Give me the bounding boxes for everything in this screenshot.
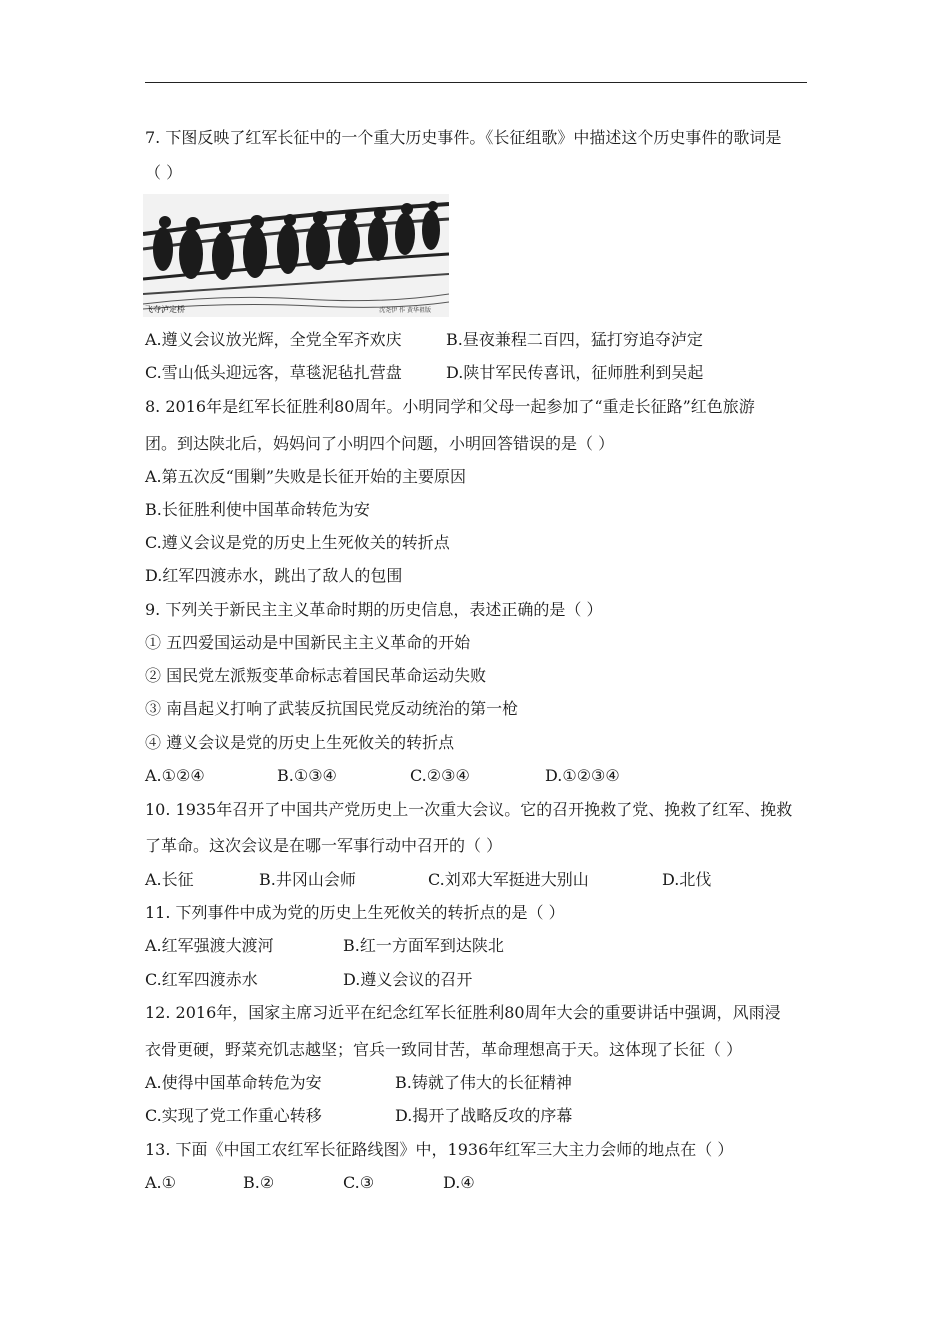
q12-stem-line1: 12. 2016年，国家主席习近平在纪念红军长征胜利80周年大会的重要讲话中强调，风雨浸 — [145, 1003, 781, 1022]
q9-item-1: ① 五四爱国运动是中国新民主主义革命的开始 — [145, 633, 471, 652]
q8-stem-line1: 8. 2016年是红军长征胜利80周年。小明同学和父母一起参加了“重走长征路”红色旅游 — [145, 397, 755, 416]
q9-option-c: C.②③④ — [410, 766, 470, 785]
figure-credit: 沈尧伊 作 黄华祖版 — [379, 307, 431, 314]
luding-bridge-illustration — [143, 194, 449, 317]
q9-stem: 9. 下列关于新民主主义革命时期的历史信息，表述正确的是（ ） — [145, 600, 603, 619]
q13-option-c: C.③ — [343, 1173, 375, 1192]
q11-option-a: A.红军强渡大渡河 — [145, 936, 274, 955]
q8-option-a: A.第五次反“围剿”失败是长征开始的主要原因 — [145, 467, 467, 486]
q10-option-c: C.刘邓大军挺进大别山 — [428, 870, 589, 889]
q7-stem: 7. 下图反映了红军长征中的一个重大历史事件。《长征组歌》中描述这个历史事件的歌词是 — [145, 128, 782, 147]
figure-caption: 飞夺泸定桥 — [145, 305, 185, 314]
q8-option-c: C.遵义会议是党的历史上生死攸关的转折点 — [145, 533, 450, 552]
q9-item-4: ④ 遵义会议是党的历史上生死攸关的转折点 — [145, 733, 455, 752]
q10-stem-line2: 了革命。这次会议是在哪一军事行动中召开的（ ） — [145, 836, 503, 855]
q12-option-b: B.铸就了伟大的长征精神 — [395, 1073, 572, 1092]
q10-option-b: B.井冈山会师 — [259, 870, 356, 889]
header-rule — [145, 82, 807, 83]
q12-option-c: C.实现了党工作重心转移 — [145, 1106, 322, 1125]
q7-option-d: D.陕甘军民传喜讯，征师胜利到吴起 — [446, 363, 704, 382]
q7-option-c: C.雪山低头迎远客，草毯泥毡扎营盘 — [145, 363, 402, 382]
q9-option-b: B.①③④ — [277, 766, 337, 785]
q7-option-a: A.遵义会议放光辉，全党全军齐欢庆 — [145, 330, 402, 349]
q8-option-d: D.红军四渡赤水，跳出了敌人的包围 — [145, 566, 403, 585]
q10-stem-line1: 10. 1935年召开了中国共产党历史上一次重大会议。它的召开挽救了党、挽救了红军、挽救 — [145, 800, 793, 819]
q9-item-2: ② 国民党左派叛变革命标志着国民革命运动失败 — [145, 666, 487, 685]
q9-item-3: ③ 南昌起义打响了武装反抗国民党反动统治的第一枪 — [145, 699, 519, 718]
q11-option-c: C.红军四渡赤水 — [145, 970, 258, 989]
q11-stem: 11. 下列事件中成为党的历史上生死攸关的转折点的是（ ） — [145, 903, 565, 922]
q9-option-d: D.①②③④ — [545, 766, 620, 785]
q10-option-d: D.北伐 — [662, 870, 712, 889]
q9-option-a: A.①②④ — [145, 766, 205, 785]
q13-option-b: B.② — [243, 1173, 275, 1192]
q7-option-b: B.昼夜兼程二百四，猛打穷追夺泸定 — [446, 330, 703, 349]
q12-option-a: A.使得中国革命转危为安 — [145, 1073, 322, 1092]
q11-option-d: D.遵义会议的召开 — [343, 970, 473, 989]
q13-option-a: A.① — [145, 1173, 176, 1192]
q10-option-a: A.长征 — [145, 870, 194, 889]
q11-option-b: B.红一方面军到达陕北 — [343, 936, 504, 955]
q8-option-b: B.长征胜利使中国革命转危为安 — [145, 500, 370, 519]
q13-option-d: D.④ — [443, 1173, 475, 1192]
q8-stem-line2: 团。到达陕北后，妈妈问了小明四个问题，小明回答错误的是（ ） — [145, 434, 615, 453]
q12-stem-line2: 衣骨更硬，野菜充饥志越坚；官兵一致同甘苦，革命理想高于天。这体现了长征（ ） — [145, 1040, 743, 1059]
q13-stem: 13. 下面《中国工农红军长征路线图》中，1936年红军三大主力会师的地点在（ ） — [145, 1140, 734, 1159]
q12-option-d: D.揭开了战略反攻的序幕 — [395, 1106, 573, 1125]
q7-paren: （ ） — [145, 163, 183, 182]
